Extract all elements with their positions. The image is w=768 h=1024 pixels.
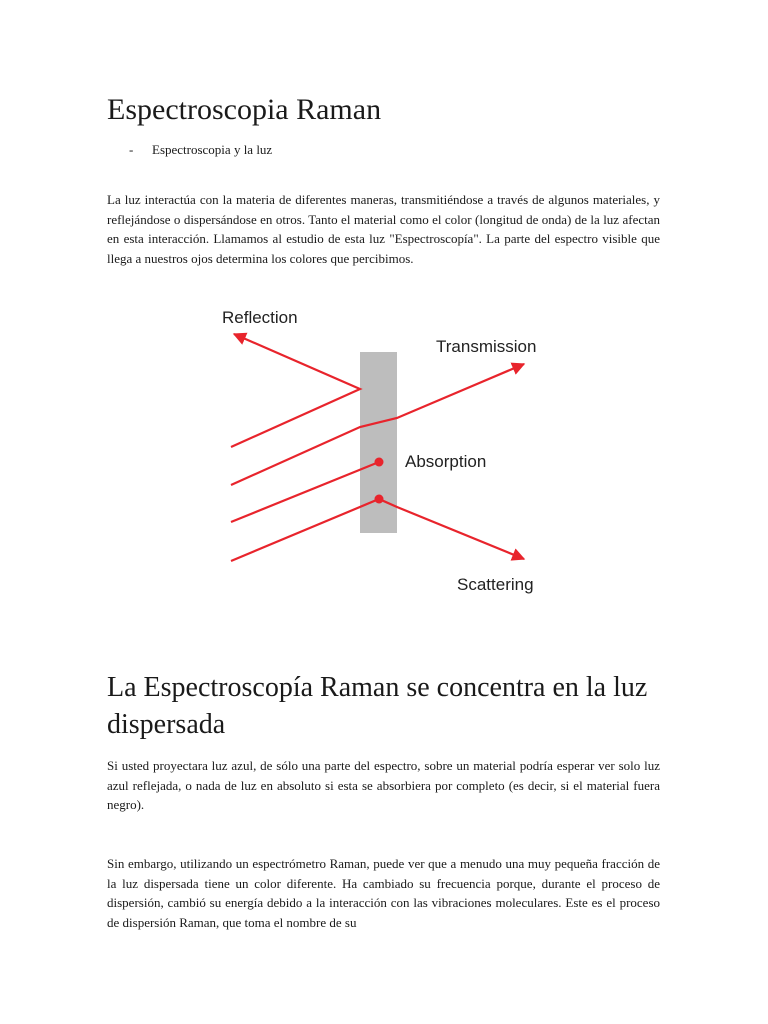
bullet-text: Espectroscopia y la luz bbox=[152, 142, 273, 157]
diagram-svg bbox=[214, 295, 554, 610]
absorption-point bbox=[375, 458, 384, 467]
scattering-label: Scattering bbox=[457, 575, 534, 594]
body-paragraph-1: Si usted proyectara luz azul, de sólo una parte del espectro, sobre un material podría esperar ver solo luz azul reflejada, o nada de luz en absoluto si esta se absorbiera por completo (es decir, si el material fuera negro). bbox=[107, 758, 660, 812]
reflection-label: Reflection bbox=[222, 308, 298, 327]
absorption-label: Absorption bbox=[405, 452, 487, 471]
scattering-point bbox=[375, 495, 384, 504]
page-title: Espectroscopia Raman bbox=[107, 93, 382, 126]
reflection-ray bbox=[231, 334, 360, 447]
intro-paragraph: La luz interactúa con la materia de diferentes maneras, transmitiéndose a través de algunos materiales, y reflejándose o dispersándose en otros. Tanto el material como el color (longitud de onda) de la luz afectan en esta interacción. Llamamos al estudio de esta luz "Espectroscopía". La parte del espectro visible que llega a nuestros ojos determina los colores que percibimos. bbox=[107, 192, 660, 266]
absorption-ray bbox=[231, 462, 379, 522]
section-heading: La Espectroscopía Raman se concentra en la luz dispersada bbox=[107, 672, 648, 740]
light-interaction-diagram bbox=[214, 295, 554, 610]
material-slab bbox=[360, 352, 397, 533]
bullet-dash: - bbox=[129, 142, 134, 157]
body-paragraph-2: Sin embargo, utilizando un espectrómetro Raman, puede ver que a menudo una muy pequeña fracción de la luz dispersada tiene un color diferente. Ha cambiado su frecuencia porque, durante el proceso de dispersión, cambió su energía debido a la interacción con las vibraciones moleculares. Este es el proceso de dispersión Raman, que toma el nombre de su bbox=[107, 856, 660, 930]
transmission-label: Transmission bbox=[436, 337, 537, 356]
